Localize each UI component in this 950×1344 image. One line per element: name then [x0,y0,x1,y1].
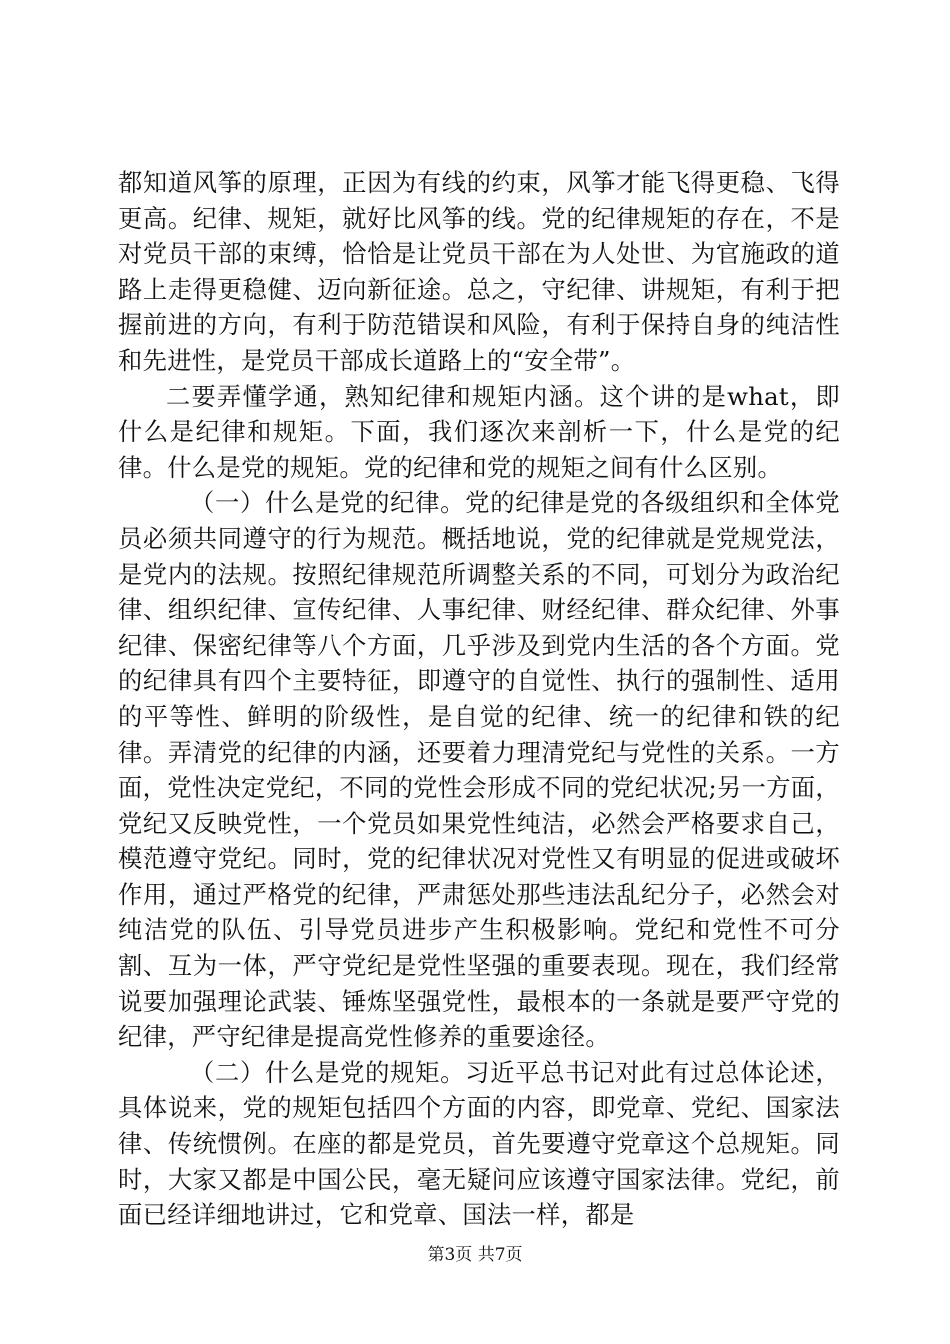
paragraph-what-is-party-rules: （二）什么是党的规矩。习近平总书记对此有过总体论述，具体说来，党的规矩包括四个方面的内容，即党章、党纪、国家法律、传统惯例。在座的都是党员，首先要遵守党章这个总规矩。同时，大家又都是中国公民，毫无疑问应该遵守国家法律。党纪，前面已经详细地讲过，它和党章、国法一样，都是 [118,1057,840,1230]
document-body [118,165,840,1233]
paragraph-what-is-party-discipline: （一）什么是党的纪律。党的纪律是党的各级组织和全体党员必须共同遵守的行为规范。概括地说，党的纪律就是党规党法，是党内的法规。按照纪律规范所调整关系的不同，可划分为政治纪律、组织纪律、宣传纪律、人事纪律、财经纪律、群众纪律、外事纪律、保密纪律等八个方面，几乎涉及到党内生活的各个方面。党的纪律具有四个主要特征，即遵守的自觉性、执行的强制性、适用的平等性、鲜明的阶级性，是自觉的纪律、统一的纪律和铁的纪律。弄清党的纪律的内涵，还要着力理清党纪与党性的关系。一方面，党性决定党纪，不同的党性会形成不同的党纪状况;另一方面，党纪又反映党性，一个党员如果党性纯洁，必然会严格要求自己，模范遵守党纪。同时，党的纪律状况对党性又有明显的促进或破坏作用，通过严格党的纪律，严肃惩处那些违法乱纪分子，必然会对纯洁党的队伍、引导党员进步产生积极影响。党纪和党性不可分割、互为一体，严守党纪是党性坚强的重要表现。现在，我们经常说要加强理论武装、锤炼坚强党性，最根本的一条就是要严守党的纪律，严守纪律是提高党性修养的重要途径。 [118,488,840,1052]
paragraph-kite-analogy: 都知道风筝的原理，正因为有线的约束，风筝才能飞得更稳、飞得更高。纪律、规矩，就好比风筝的线。党的纪律规矩的存在，不是对党员干部的束缚，恰恰是让党员干部在为人处世、为官施政的道路上走得更稳健、迈向新征途。总之，守纪律、讲规矩，有利于把握前进的方向，有利于防范错误和风险，有利于保持自身的纯洁性和先进性，是党员干部成长道路上的“安全带”。 [118,168,840,375]
paragraph-understand-discipline: 二要弄懂学通，熟知纪律和规矩内涵。这个讲的是what，即什么是纪律和规矩。下面，我们逐次来剖析一下，什么是党的纪律。什么是党的规矩。党的纪律和党的规矩之间有什么区别。 [118,381,840,482]
page-number-footer: 第3页 共7页 [427,1245,523,1265]
